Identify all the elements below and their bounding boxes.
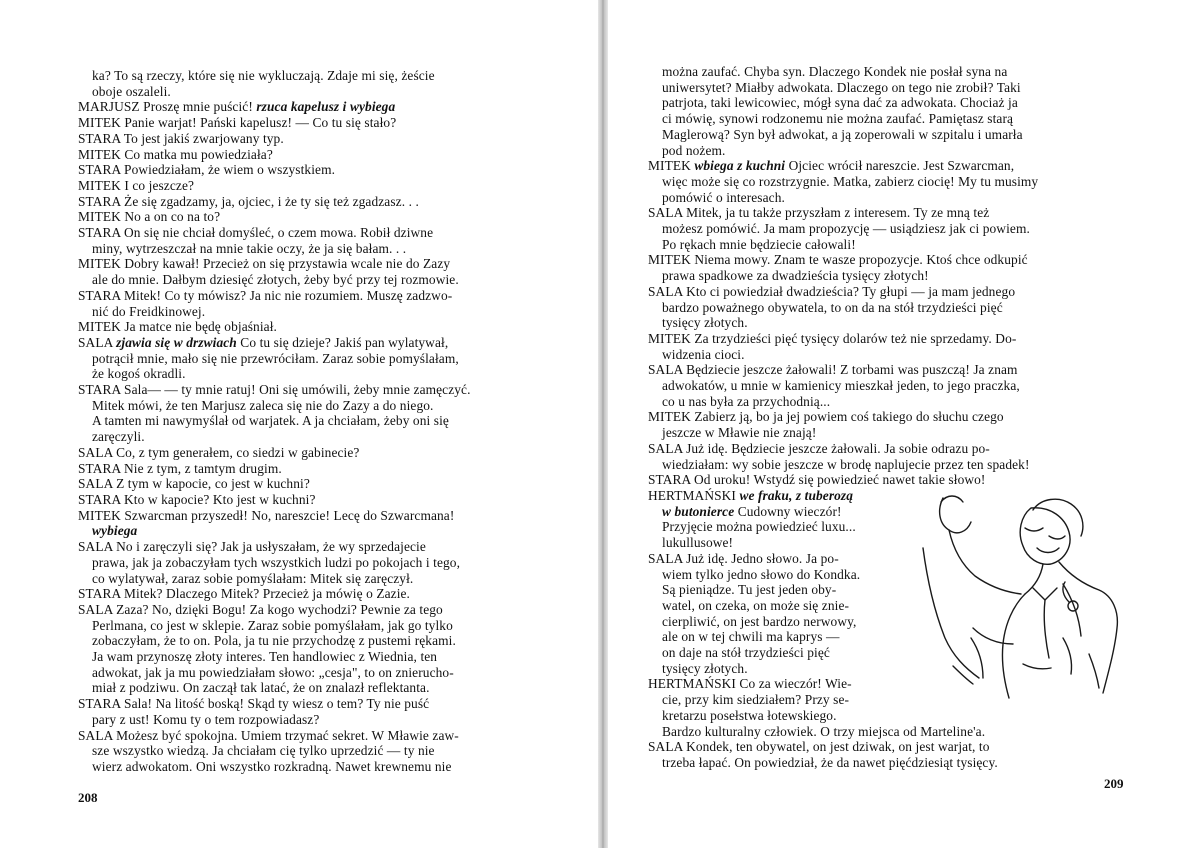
text-line	[648, 95, 1126, 111]
text-line	[648, 362, 1126, 378]
dialogue-text: Cudowny wieczór!	[734, 503, 842, 519]
text-line	[78, 602, 548, 618]
text-line	[78, 586, 548, 602]
dialogue-text: prawa spadkowe za dwadzieścia tysięcy złotych!	[662, 268, 929, 284]
text-line	[648, 472, 1126, 488]
text-line	[78, 382, 548, 398]
text-line	[78, 649, 548, 665]
dialogue-text: SALA Zaza? No, dzięki Bogu! Za kogo wychodzi? Pewnie za tego	[78, 601, 443, 617]
dialogue-text: STARA Kto w kapocie? Kto jest w kuchni?	[78, 491, 316, 507]
text-line	[648, 457, 1126, 473]
dialogue-text: Bardzo kulturalny człowiek. O trzy miejsca od Marteline'a.	[662, 723, 986, 739]
stage-direction: we fraku, z tuberozą	[739, 487, 854, 503]
dialogue-text: SALA Będziecie jeszcze żałowali! Z torbami was puszczą! Ja znam	[648, 362, 1018, 378]
stage-direction: wybiega	[92, 523, 138, 539]
text-line	[78, 147, 548, 163]
dialogue-text: lukullusowe!	[662, 535, 734, 551]
dialogue-text: Ja wam przynoszę złoty interes. Ten handlowiec z Wiednia, ten	[92, 649, 438, 665]
dialogue-text: STARA Sala— — ty mnie ratuj! Oni się umówili, żeby mnie zamęczyć.	[78, 382, 471, 398]
dialogue-text: co u nas była za przychodnią...	[662, 393, 831, 409]
text-line	[78, 712, 548, 728]
dialogue-text: możesz pomówić. Ja mam propozycję — usiądziesz jak ci powiem.	[662, 221, 1030, 237]
text-line	[78, 665, 548, 681]
dialogue-text: więc może się co rozstrzygnie. Matka, zabierz ciocię! My tu musimy	[662, 173, 1039, 189]
dialogue-text: widzenia cioci.	[662, 346, 745, 362]
text-line	[648, 252, 1126, 268]
text-line	[78, 68, 548, 84]
dialogue-text: ale on w tej chwili ma kaprys —	[662, 629, 840, 645]
text-line	[78, 461, 548, 477]
text-line	[78, 398, 548, 414]
text-line	[78, 304, 548, 320]
dialogue-text: tysięcy złotych.	[662, 315, 748, 331]
text-line	[648, 504, 917, 520]
stage-direction: w butonierce	[662, 503, 735, 519]
dialogue-text: cierpliwić, on jest bardzo nerwowy,	[662, 613, 857, 629]
stage-direction: rzuca kapelusz i wybiega	[256, 99, 396, 115]
dialogue-text: bardzo poważnego obywatela, to on da na stół trzydzieści pięć	[662, 299, 1003, 315]
text-line	[648, 425, 1126, 441]
text-line	[78, 351, 548, 367]
dialogue-text: miny, wytrzeszczał na mnie takie oczy, że ja się bałam. . .	[92, 240, 407, 256]
dialogue-text: STARA To jest jakiś zwarjowany typ.	[78, 130, 284, 146]
text-line	[648, 174, 1126, 190]
dialogue-text: MITEK Ja matce nie będę objaśniał.	[78, 319, 277, 335]
text-line	[78, 115, 548, 131]
dialogue-text: STARA Od uroku! Wstydź się powiedzieć nawet takie słowo!	[648, 472, 986, 488]
text-line	[648, 629, 917, 645]
stage-direction: wbiega z kuchni	[694, 158, 786, 174]
text-line	[78, 288, 548, 304]
text-line	[648, 551, 903, 567]
dialogue-text: MITEK Dobry kawał! Przecież on się przystawia wcale nie do Zazy	[78, 256, 451, 272]
dialogue-text: watel, on czeka, on może się znie-	[662, 597, 850, 613]
text-line	[78, 194, 548, 210]
dialogue-text: MITEK No a on co na to?	[78, 209, 221, 225]
text-line	[648, 488, 903, 504]
text-line	[78, 539, 548, 555]
text-line	[648, 64, 1126, 80]
text-line	[648, 755, 1126, 771]
text-line	[78, 99, 548, 115]
dialogue-text: zaręczyli.	[92, 429, 145, 445]
dialogue-text: MITEK	[648, 158, 695, 174]
text-line	[78, 633, 548, 649]
left-page	[0, 0, 598, 848]
text-line	[78, 476, 548, 492]
hertmanski-sketch-illustration	[913, 488, 1133, 703]
text-line	[648, 111, 1126, 127]
text-line	[78, 696, 548, 712]
right-page-number: 209	[1104, 776, 1124, 791]
dialogue-text: STARA Mitek? Dlaczego Mitek? Przecież ja mówię o Zazie.	[78, 586, 411, 602]
text-line	[648, 535, 917, 551]
text-line	[78, 84, 548, 100]
text-line	[648, 315, 1126, 331]
dialogue-text: MITEK Szwarcman przyszedł! No, nareszcie! Lecę do Szwarcmana!	[78, 507, 455, 523]
dialogue-text: adwokat, jak ja mu powiedziałam słowo: „cesja", to on znierucho-	[92, 664, 454, 680]
text-line	[78, 319, 548, 335]
dialogue-text: adwokatów, u mnie w kamienicy mieszkał jeden, to jego praczka,	[662, 378, 1020, 394]
text-line	[648, 237, 1126, 253]
text-line	[648, 127, 1126, 143]
dialogue-text: MARJUSZ Proszę mnie puścić!	[78, 99, 257, 115]
dialogue-text: STARA On się nie chciał domyśleć, o czem mowa. Robił dziwne	[78, 225, 434, 241]
text-line	[648, 158, 1126, 174]
dialogue-text: Przyjęcie można powiedzieć luxu...	[662, 519, 856, 535]
text-line	[78, 680, 548, 696]
dialogue-text: MITEK Co matka mu powiedziała?	[78, 146, 273, 162]
dialogue-text: cie, przy kim siedziałem? Przy se-	[662, 692, 850, 708]
dialogue-text: MITEK Zabierz ją, bo ja jej powiem coś takiego do słuchu czego	[648, 409, 1004, 425]
dialogue-text: SALA Kto ci powiedział dwadzieścia? Ty głupi — ja mam jednego	[648, 283, 1016, 299]
text-line	[648, 394, 1126, 410]
dialogue-text: on daje na stół trzydzieści pięć	[662, 645, 830, 661]
dialogue-text: Są pieniądze. Tu jest jeden oby-	[662, 582, 837, 598]
dialogue-text: SALA Z tym w kapocie, co jest w kuchni?	[78, 476, 310, 492]
dialogue-text: Co tu się dzieje? Jakiś pan wylatywał,	[236, 334, 449, 350]
dialogue-text: sze wszystko wiedzą. Ja chciałam cię tylko uprzedzić — ty nie	[92, 743, 435, 759]
text-line	[648, 708, 917, 724]
text-line	[78, 131, 548, 147]
dialogue-text: SALA Kondek, ten obywatel, on jest dziwak, on jest warjat, to	[648, 739, 990, 755]
dialogue-text: Ojciec wrócił nareszcie. Jest Szwarcman,	[785, 158, 1015, 174]
text-line	[78, 759, 548, 775]
text-line	[648, 661, 917, 677]
dialogue-text: SALA Już idę. Jedno słowo. Ja po-	[648, 550, 839, 566]
text-line	[648, 300, 1126, 316]
dialogue-text: ci mówię, synowi rodzonemu nie można zaufać. Pamiętasz starą	[662, 111, 1014, 127]
text-line	[648, 724, 1126, 740]
text-line	[648, 676, 903, 692]
dialogue-text: jeszcze w Mławie nie znają!	[662, 425, 817, 441]
book-gutter	[598, 0, 608, 848]
dialogue-text: MITEK Niema mowy. Znam te wasze propozycje. Ktoś chce odkupić	[648, 252, 1028, 268]
dialogue-text: potrącił mnie, mało się nie przewróciłam. Zaraz sobie pomyślałam,	[92, 350, 459, 366]
dialogue-text: Perlmana, co jest w sklepie. Zaraz sobie pomyślałam, jak go tylko	[92, 617, 453, 633]
dialogue-text: MITEK Panie warjat! Pański kapelusz! — Co tu się stało?	[78, 115, 397, 131]
text-line	[78, 492, 548, 508]
dialogue-text: prawa, jak ja zobaczyłam tych wszystkich ludzi po pokojach i tego,	[92, 554, 461, 570]
dialogue-text: wiedziałam: wy sobie jeszcze w brodę naplujecie przez ten spadek!	[662, 456, 1030, 472]
dialogue-text: pod nożem.	[662, 142, 726, 158]
dialogue-text: HERTMAŃSKI Co za wieczór! Wie-	[648, 676, 852, 692]
dialogue-text: SALA	[78, 334, 117, 350]
text-line	[648, 331, 1126, 347]
dialogue-text: kretarzu posełstwa łotewskiego.	[662, 707, 837, 723]
text-line	[648, 567, 917, 583]
stage-direction: zjawia się w drzwiach	[116, 334, 237, 350]
dialogue-text: STARA Nie z tym, z tamtym drugim.	[78, 460, 282, 476]
text-line	[648, 221, 1126, 237]
text-line	[78, 743, 548, 759]
text-line	[78, 162, 548, 178]
dialogue-text: A tamten mi nawymyślał od warjatek. A ja chciałam, żeby oni się	[92, 413, 449, 429]
text-line	[648, 190, 1126, 206]
text-line	[648, 598, 917, 614]
dialogue-text: SALA Możesz być spokojna. Umiem trzymać sekret. W Mławie zaw-	[78, 727, 459, 743]
dialogue-text: STARA Mitek! Co ty mówisz? Ja nic nie rozumiem. Muszę zadzwo-	[78, 287, 453, 303]
text-line	[648, 268, 1126, 284]
dialogue-text: STARA Powiedziałam, że wiem o wszystkiem.	[78, 162, 336, 178]
text-line	[78, 555, 548, 571]
text-line	[78, 508, 548, 524]
dialogue-text: co wylatywał, zaraz sobie pomyślałam: Mitek się zaręczył.	[92, 570, 414, 586]
dialogue-text: patrjota, taki lewicowiec, mógł syna dać za adwokata. Chociaż ja	[662, 95, 1018, 111]
text-line	[648, 692, 917, 708]
text-line	[78, 618, 548, 634]
text-line	[78, 272, 548, 288]
dialogue-text: tysięcy złotych.	[662, 660, 748, 676]
dialogue-text: trzeba łapać. On powiedział, że da nawet pięćdziesiąt tysięcy.	[662, 754, 998, 770]
text-line	[648, 614, 917, 630]
dialogue-text: Po rękach mnie będziecie całowali!	[662, 236, 856, 252]
dialogue-text: nić do Freidkinowej.	[92, 303, 206, 319]
dialogue-text: HERTMAŃSKI	[648, 487, 740, 503]
dialogue-text: MITEK Za trzydzieści pięć tysięcy dolarów też nie sprzedamy. Do-	[648, 330, 1017, 346]
dialogue-text: miał z podziwu. On zaczął tak latać, że on znalazł reflektanta.	[92, 680, 430, 696]
text-line	[648, 378, 1126, 394]
dialogue-text: Maglerową? Syn był adwokat, a ją zoperowali w szpitalu i umarła	[662, 126, 1023, 142]
dialogue-text: ka? To są rzeczy, które się nie wykluczają. Zdaje mi się, żeście	[92, 68, 435, 83]
text-line	[648, 519, 917, 535]
text-line	[648, 645, 917, 661]
text-line	[78, 445, 548, 461]
text-line	[78, 413, 548, 429]
dialogue-text: pary z ust! Komu ty o tem rozpowiadasz?	[92, 711, 320, 727]
dialogue-text: STARA Że się zgadzamy, ja, ojciec, i że ty się też zgadzasz. . .	[78, 193, 419, 209]
text-line	[78, 241, 548, 257]
text-line	[648, 284, 1126, 300]
text-line	[648, 80, 1126, 96]
left-page-number: 208	[78, 790, 98, 805]
right-page	[608, 0, 1200, 848]
dialogue-text: SALA Już idę. Będziecie jeszcze żałowali. Ja sobie odrazu po-	[648, 440, 990, 456]
text-line	[648, 143, 1126, 159]
dialogue-text: SALA Co, z tym generałem, co siedzi w gabinecie?	[78, 444, 360, 460]
dialogue-text: MITEK I co jeszcze?	[78, 177, 195, 193]
text-line	[648, 347, 1126, 363]
text-line	[648, 739, 1126, 755]
dialogue-text: zobaczyłam, że to on. Pola, ja tu nie przychodzę z pustemi rękami.	[92, 633, 456, 649]
text-line	[648, 409, 1126, 425]
dialogue-text: można zaufać. Chyba syn. Dlaczego Kondek nie posłał syna na	[662, 64, 1008, 79]
text-line	[78, 523, 548, 539]
dialogue-text: pomówić o interesach.	[662, 189, 785, 205]
dialogue-text: wierz adwokatom. Oni wszystko rozkradną. Nawet krewnemu nie	[92, 758, 452, 774]
text-line	[78, 429, 548, 445]
left-page-text	[78, 68, 548, 775]
text-line	[78, 209, 548, 225]
text-line	[78, 256, 548, 272]
dialogue-text: uniwersytet? Miałby adwokata. Dlaczego on tego nie zrobił? Taki	[662, 79, 1021, 95]
text-line	[78, 728, 548, 744]
dialogue-text: SALA Mitek, ja tu także przyszłam z interesem. Ty ze mną też	[648, 205, 990, 221]
text-line	[78, 335, 548, 351]
dialogue-text: oboje oszaleli.	[92, 83, 171, 99]
text-line	[648, 441, 1126, 457]
text-line	[78, 366, 548, 382]
text-line	[648, 582, 917, 598]
text-line	[78, 225, 548, 241]
dialogue-text: Mitek mówi, że ten Marjusz zaleca się nie do Zazy a do niego.	[92, 397, 434, 413]
dialogue-text: ale do mnie. Dałbym dziesięć złotych, żeby być przy tej rozmowie.	[92, 272, 459, 288]
dialogue-text: że kogoś okradli.	[92, 366, 186, 382]
text-line	[78, 178, 548, 194]
text-line	[648, 205, 1126, 221]
dialogue-text: SALA No i zaręczyli się? Jak ja usłyszałam, że wy sprzedajecie	[78, 539, 426, 555]
text-line	[78, 571, 548, 587]
dialogue-text: wiem tylko jedno słowo do Kondka.	[662, 566, 861, 582]
dialogue-text: STARA Sala! Na litość boską! Skąd ty wiesz o tem? Ty nie puść	[78, 696, 430, 712]
